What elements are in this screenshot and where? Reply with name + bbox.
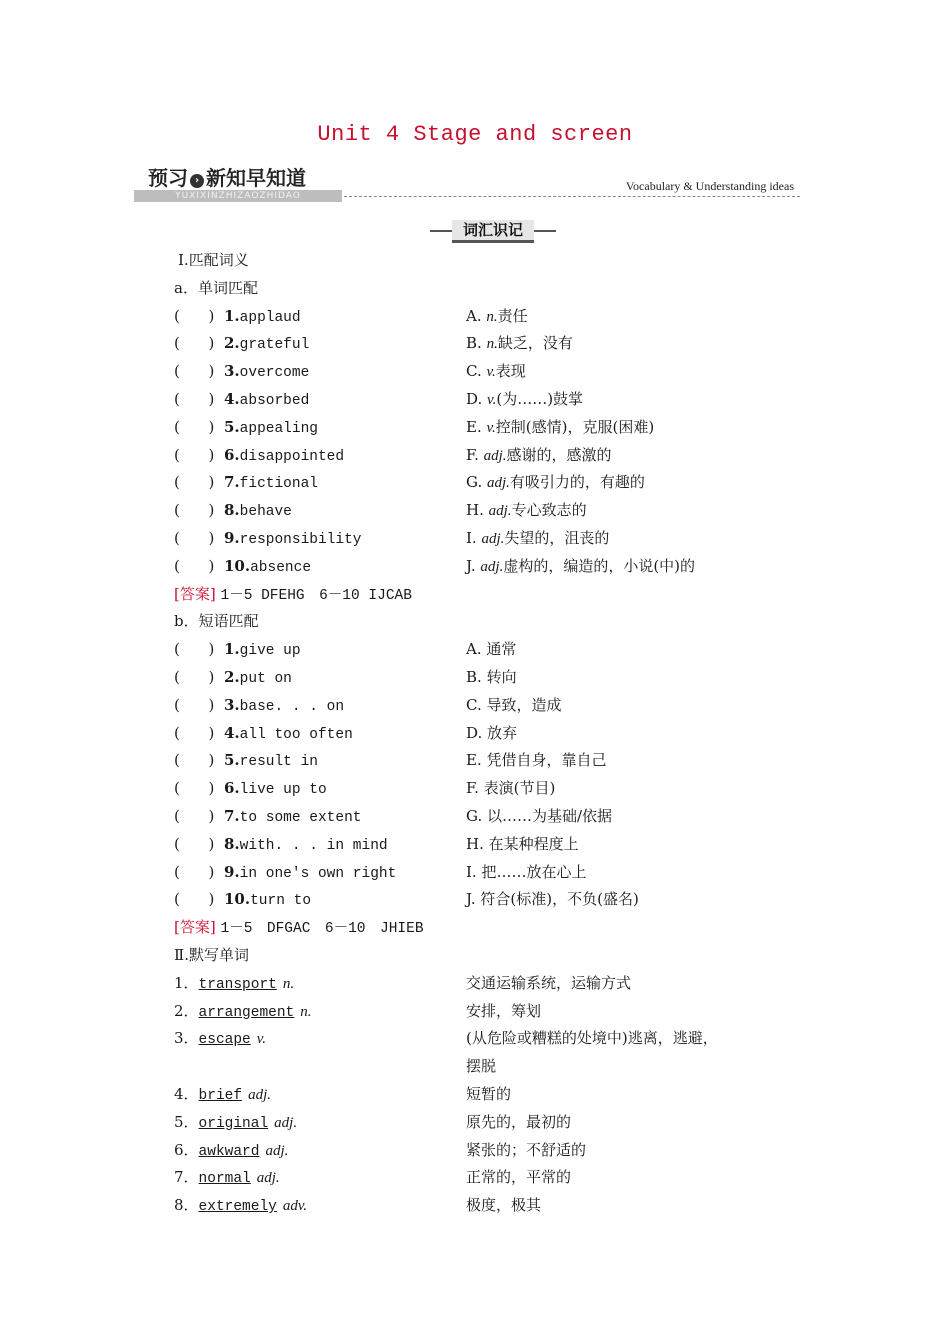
- item-number: 3.: [224, 362, 240, 381]
- item-number: 5．: [174, 1112, 199, 1131]
- english-term: to some extent: [239, 809, 362, 826]
- english-term: fictional: [239, 476, 318, 493]
- chinese-meaning: 责任: [497, 306, 528, 325]
- match-right: [466, 692, 736, 720]
- item-number: 5.: [224, 417, 240, 436]
- item-number: 4.: [224, 723, 240, 742]
- option-letter: A.: [466, 640, 482, 659]
- answer-text: 1－5 DFGAC 6－10 JHIEB: [220, 921, 424, 938]
- item-number: 3．: [174, 1029, 199, 1048]
- part1-heading: Ⅰ.匹配词义: [178, 251, 249, 269]
- item-number: 8.: [224, 834, 240, 853]
- match-row: [174, 803, 814, 831]
- item-number: 3.: [224, 695, 240, 714]
- match-row: [174, 747, 814, 775]
- chevron-right-icon: ›: [190, 174, 204, 188]
- chinese-meaning: 短暂的: [466, 1084, 512, 1103]
- english-term: appealing: [239, 420, 318, 437]
- chinese-meaning: 专心致志的: [511, 501, 587, 520]
- answer-blank[interactable]: ( ): [174, 528, 215, 547]
- english-term: responsibility: [239, 531, 362, 548]
- match-row: [174, 692, 814, 720]
- answer-word: normal: [198, 1171, 251, 1188]
- answer-row-b: [174, 914, 814, 942]
- dictation-left: [174, 1192, 307, 1222]
- option-letter: I.: [466, 862, 477, 881]
- dictation-left: [174, 1109, 297, 1139]
- match-right: [466, 303, 736, 332]
- answer-word: arrangement: [198, 1004, 295, 1021]
- option-letter: J.: [466, 890, 476, 909]
- english-term: put on: [239, 670, 292, 687]
- chinese-meaning: 导致，造成: [486, 695, 562, 714]
- dictation-row: [174, 1137, 814, 1165]
- dictation-row: [174, 1081, 814, 1109]
- item-number: 9.: [224, 862, 240, 881]
- option-letter: C.: [466, 362, 482, 381]
- part-of-speech: n.: [300, 1003, 312, 1020]
- match-right: [466, 859, 736, 887]
- dictation-left: [174, 1137, 288, 1167]
- option-letter: G.: [466, 473, 483, 492]
- part-of-speech: v.: [486, 364, 496, 381]
- part-of-speech: v.: [486, 419, 496, 436]
- banner-main-a: 预习: [148, 166, 188, 190]
- match-left: [174, 386, 309, 416]
- match-right: [466, 525, 736, 554]
- answer-blank[interactable]: ( ): [174, 417, 215, 436]
- item-number: 8.: [224, 501, 240, 520]
- option-letter: F.: [466, 779, 479, 798]
- chinese-meaning: 原先的，最初的: [466, 1112, 572, 1131]
- match-row: [174, 859, 814, 887]
- match-row: [174, 636, 814, 664]
- match-left: [174, 303, 301, 333]
- answer-blank[interactable]: ( ): [174, 556, 215, 575]
- banner-logo: [134, 162, 342, 200]
- answer-tag: [答案]: [174, 584, 216, 603]
- part-of-speech: adj.: [480, 558, 504, 575]
- dictation-row: [174, 1164, 814, 1192]
- match-right: [466, 386, 736, 415]
- item-number: 7.: [224, 806, 240, 825]
- part-of-speech: n.: [486, 308, 498, 325]
- part-of-speech: adj.: [488, 503, 512, 520]
- option-letter: B.: [466, 334, 482, 353]
- chinese-meaning: 表现: [495, 362, 526, 381]
- section-label: [430, 220, 556, 242]
- match-left: [174, 720, 353, 750]
- match-left: [174, 469, 318, 499]
- chinese-meaning: 有吸引力的，有趣的: [509, 473, 645, 492]
- chinese-meaning: 转向: [486, 667, 517, 686]
- match-row: [174, 831, 814, 859]
- english-term: behave: [239, 504, 292, 521]
- match-row: [174, 469, 814, 497]
- match-left: [174, 358, 309, 388]
- chinese-meaning: 在某种程度上: [488, 834, 579, 853]
- match-row: [174, 303, 814, 331]
- part-of-speech: v.: [256, 1031, 267, 1048]
- item-number: 7.: [224, 473, 240, 492]
- chinese-meaning: (从危险或糟糕的处境中)逃离，逃避，摆脱: [466, 1029, 718, 1076]
- answer-word: escape: [198, 1032, 251, 1049]
- option-letter: A.: [466, 306, 482, 325]
- worksheet-content: [174, 247, 814, 1220]
- answer-tag: [答案]: [174, 918, 216, 937]
- match-right: [466, 469, 736, 498]
- chinese-meaning: 安排，筹划: [466, 1001, 542, 1020]
- part-of-speech: n.: [282, 975, 295, 992]
- item-number: 4.: [224, 389, 240, 408]
- phrase-match-list: [174, 636, 814, 914]
- match-left: [174, 664, 292, 694]
- item-number: 7．: [174, 1168, 199, 1187]
- item-number: 10.: [224, 890, 251, 909]
- match-row: [174, 886, 814, 914]
- dictation-left: [174, 1025, 266, 1055]
- answer-blank[interactable]: ( ): [174, 334, 215, 353]
- answer-word: transport: [198, 976, 277, 993]
- answer-blank[interactable]: ( ): [174, 389, 215, 408]
- answer-blank[interactable]: ( ): [174, 806, 215, 825]
- chinese-meaning: 符合(标准)，不负(盛名): [480, 890, 639, 909]
- item-number: 2．: [174, 1001, 199, 1020]
- chinese-meaning: 缺乏，没有: [497, 334, 573, 353]
- banner-main-text: [148, 162, 306, 191]
- item-number: 4．: [174, 1084, 199, 1103]
- english-term: base. . . on: [239, 698, 345, 715]
- match-right: [466, 747, 736, 775]
- match-row: [174, 442, 814, 470]
- match-row: [174, 525, 814, 553]
- chinese-meaning: 正常的，平常的: [466, 1168, 572, 1187]
- answer-blank[interactable]: ( ): [174, 890, 215, 909]
- match-row: [174, 664, 814, 692]
- dictation-left: [174, 998, 312, 1028]
- english-term: absence: [250, 559, 312, 576]
- english-term: result in: [239, 754, 318, 771]
- item-number: 5.: [224, 751, 240, 770]
- match-right: [466, 886, 736, 914]
- item-number: 6.: [224, 445, 240, 464]
- match-left: [174, 747, 318, 777]
- match-left: [174, 803, 362, 833]
- part-of-speech: adj.: [483, 447, 507, 464]
- match-left: [174, 442, 344, 472]
- part-of-speech: adj.: [481, 530, 505, 547]
- match-row: [174, 553, 814, 581]
- match-right: [466, 497, 736, 526]
- answer-blank[interactable]: ( ): [174, 834, 215, 853]
- english-term: with. . . in mind: [239, 837, 388, 854]
- item-number: 1.: [224, 640, 240, 659]
- answer-word: awkward: [198, 1143, 260, 1160]
- match-left: [174, 497, 292, 527]
- english-term: live up to: [239, 782, 327, 799]
- answer-word: brief: [198, 1087, 243, 1104]
- match-left: [174, 414, 318, 444]
- match-right: [466, 636, 736, 664]
- match-left: [174, 886, 311, 916]
- page-title: Unit 4 Stage and screen: [317, 122, 633, 147]
- answer-blank[interactable]: ( ): [174, 862, 215, 881]
- item-number: 8．: [174, 1196, 199, 1215]
- english-term: overcome: [239, 365, 310, 382]
- dictation-row: [174, 1192, 814, 1220]
- match-left: [174, 775, 327, 805]
- answer-text: 1－5 DFEHG 6－10 IJCAB: [220, 587, 412, 604]
- answer-row-a: [174, 581, 814, 609]
- dictation-left: [174, 970, 294, 1000]
- match-right: [466, 831, 736, 859]
- english-term: grateful: [239, 337, 310, 354]
- english-term: absorbed: [239, 392, 310, 409]
- answer-blank[interactable]: ( ): [174, 640, 215, 659]
- part-of-speech: adj.: [256, 1170, 280, 1187]
- option-letter: F.: [466, 445, 479, 464]
- option-letter: H.: [466, 501, 484, 520]
- dictation-row: [174, 1109, 814, 1137]
- match-right: [466, 553, 736, 582]
- chinese-meaning: 以……为基础/依据: [487, 806, 613, 825]
- match-right: [466, 414, 736, 443]
- match-row: [174, 386, 814, 414]
- match-left: [174, 831, 388, 861]
- match-right: [466, 330, 736, 359]
- english-term: give up: [239, 643, 301, 660]
- match-left: [174, 692, 344, 722]
- banner-subtitle: Vocabulary & Understanding ideas: [625, 179, 794, 193]
- part-of-speech: adj.: [487, 475, 510, 492]
- chinese-meaning: 交通运输系统，运输方式: [466, 973, 632, 992]
- answer-blank[interactable]: ( ): [174, 445, 215, 464]
- match-left: [174, 525, 362, 555]
- item-number: 2.: [224, 667, 240, 686]
- match-left: [174, 553, 311, 583]
- option-letter: J.: [466, 556, 476, 575]
- dictation-left: [174, 1164, 280, 1194]
- dictation-left: [174, 1081, 271, 1111]
- banner-main-b: 新知早知道: [206, 166, 306, 190]
- item-number: 2.: [224, 334, 240, 353]
- chinese-meaning: (为……)鼓掌: [496, 389, 584, 408]
- part1a-heading: a．单词匹配: [174, 278, 258, 297]
- item-number: 6.: [224, 779, 240, 798]
- dictation-row: [174, 1025, 814, 1081]
- option-letter: E.: [466, 751, 482, 770]
- answer-blank[interactable]: ( ): [174, 779, 215, 798]
- word-match-list: [174, 303, 814, 581]
- option-letter: I.: [466, 528, 477, 547]
- match-right: [466, 664, 736, 692]
- match-right: [466, 803, 736, 831]
- match-row: [174, 720, 814, 748]
- part-of-speech: adv.: [282, 1198, 308, 1215]
- english-term: all too often: [239, 726, 353, 743]
- part-of-speech: adj.: [248, 1086, 271, 1103]
- chinese-meaning: 放弃: [487, 723, 518, 742]
- option-letter: D.: [466, 389, 483, 408]
- item-number: 1.: [224, 306, 240, 325]
- match-left: [174, 859, 396, 889]
- match-right: [466, 775, 736, 803]
- section-banner: [134, 160, 800, 202]
- option-letter: D.: [466, 723, 483, 742]
- chinese-meaning: 表演(节目): [483, 779, 556, 798]
- chinese-meaning: 极度，极其: [466, 1196, 542, 1215]
- banner-divider: [344, 196, 800, 197]
- option-letter: H.: [466, 834, 484, 853]
- match-row: [174, 497, 814, 525]
- part-of-speech: n.: [486, 336, 498, 353]
- answer-blank[interactable]: ( ): [174, 306, 215, 325]
- chinese-meaning: 紧张的；不舒适的: [466, 1140, 587, 1159]
- match-row: [174, 775, 814, 803]
- match-right: [466, 442, 736, 471]
- chinese-meaning: 失望的，沮丧的: [504, 528, 610, 547]
- dictation-list: [174, 970, 814, 1220]
- option-letter: E.: [466, 417, 482, 436]
- item-number: 1．: [174, 973, 199, 992]
- part2-heading: Ⅱ.默写单词: [174, 945, 249, 964]
- english-term: in one's own right: [239, 865, 397, 882]
- banner-pinyin: YUXIXINZHIZAOZHIDAO: [134, 190, 342, 202]
- part1b-heading: b．短语匹配: [174, 612, 259, 631]
- chinese-meaning: 把……放在心上: [481, 862, 587, 881]
- match-left: [174, 330, 309, 360]
- answer-blank[interactable]: ( ): [174, 751, 215, 770]
- item-number: 10.: [224, 556, 251, 575]
- chinese-meaning: 凭借自身，靠自己: [486, 751, 607, 770]
- answer-blank[interactable]: ( ): [174, 695, 215, 714]
- english-term: turn to: [250, 893, 312, 910]
- match-left: [174, 636, 301, 666]
- match-right: [466, 720, 736, 748]
- option-letter: B.: [466, 667, 482, 686]
- answer-blank[interactable]: ( ): [174, 501, 215, 520]
- option-letter: C.: [466, 695, 482, 714]
- part-of-speech: adj.: [265, 1142, 289, 1159]
- english-term: disappointed: [239, 448, 345, 465]
- chinese-meaning: 感谢的，感激的: [506, 445, 612, 464]
- part-of-speech: v.: [487, 391, 497, 408]
- answer-blank[interactable]: ( ): [174, 667, 215, 686]
- answer-word: original: [198, 1115, 269, 1132]
- item-number: 9.: [224, 528, 240, 547]
- match-right: [466, 358, 736, 387]
- dictation-row: [174, 998, 814, 1026]
- match-row: [174, 358, 814, 386]
- match-row: [174, 414, 814, 442]
- answer-word: extremely: [198, 1199, 277, 1216]
- part-of-speech: adj.: [274, 1114, 298, 1131]
- dictation-row: [174, 970, 814, 998]
- answer-blank[interactable]: ( ): [174, 723, 215, 742]
- chinese-meaning: 虚构的，编造的，小说(中)的: [503, 556, 696, 575]
- english-term: applaud: [239, 309, 301, 326]
- answer-blank[interactable]: ( ): [174, 362, 215, 381]
- answer-blank[interactable]: ( ): [174, 473, 215, 492]
- chinese-meaning: 通常: [486, 640, 517, 659]
- section-label-text: 词汇识记: [452, 220, 534, 243]
- match-row: [174, 330, 814, 358]
- item-number: 6．: [174, 1140, 199, 1159]
- option-letter: G.: [466, 806, 483, 825]
- chinese-meaning: 控制(感情)，克服(困难): [495, 417, 655, 436]
